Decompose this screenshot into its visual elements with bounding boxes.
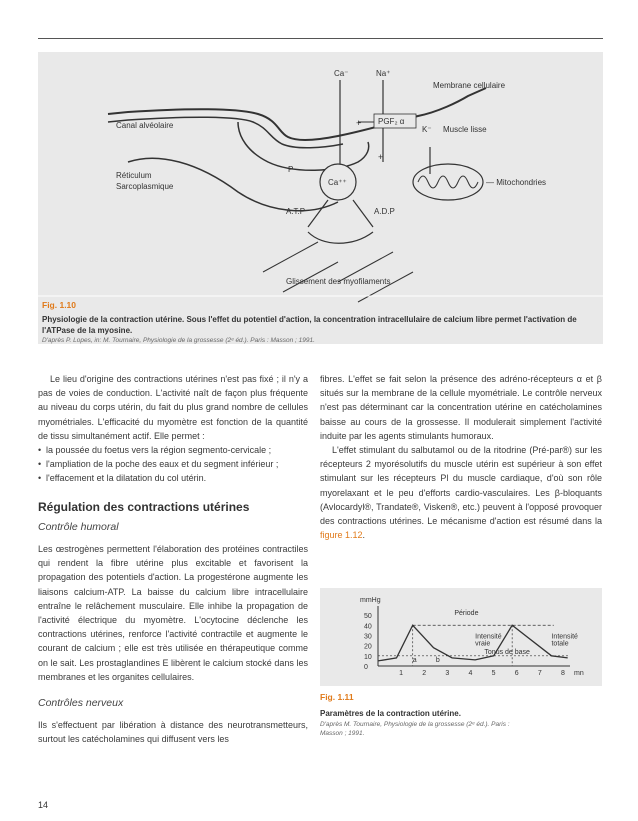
figure-1-10-source: D'après P. Lopes, in: M. Tournaire, Physiologie de la grossesse (2ᵉ éd.). Paris : Masson ; 1991. [42,337,315,344]
y-tick-label: 20 [364,643,372,651]
label-na-plus: Na⁺ [376,69,391,78]
x-tick-label: 1 [399,670,404,677]
subheading-nerveux: Contrôles nerveux [38,697,124,710]
y-tick-label: 10 [364,653,372,661]
label-atp: A.T.P [286,207,306,216]
annotation-intensite-totale-1: Intensité [551,633,578,641]
figure-1-11-chart [320,588,602,686]
annotation-intensite-totale-2: totale [551,640,569,648]
x-tick-label: 5 [491,670,496,677]
atp-adp-arc [308,232,373,243]
subheading-humoral: Contrôle humoral [38,520,119,533]
label-k-minus: K⁻ [422,125,432,134]
humoral-paragraph: Les œstrogènes permettent l'élaboration des protéines contractiles qui rendent la fibre utérine plus excitable et favorisent la propagation des potentiels d'action. La progestérone augmente les liaisons calcium-ATP. La baisse du calcium libre intracellulaire entraîne le relâchement musculaire. Elle inhibe la propagation de l'activité électrique du myomètre. L'ocytocine déclenche les contractions utérines, renforce l'activité contractile et augmente le courant de calcium ; elle est très utilisée en thérapeutique comme on le sait. Les prostaglandines E libèrent le calcium stocké dans les membranes et les organites cellulaires. [38,544,308,682]
label-canal: Canal alvéolaire [116,121,174,130]
x-tick-label: 6 [514,670,519,677]
intro-paragraph: Le lieu d'origine des contractions utérines n'est pas fixé ; il n'y a pas de voies de conduction. L'activité naît de façon plus fréquente au niveau du corps utérin, du fait du plus grand nombre de cellules myométriales. L'efficacité du myomètre est fonction de la quantité de tissu simultanément actif. Elle permet : [38,374,308,441]
ca-to-atp [308,200,328,227]
y-tick-label: 40 [364,623,372,631]
top-rule [38,38,603,39]
x-tick-label: 2 [422,670,427,677]
figure-1-10-caption: Physiologie de la contraction utérine. Sous l'effet du potentiel d'action, la concentration intracellulaire de calcium libre permet l'activation de l'ATPase de la myosine. [42,315,577,335]
right-paragraph-2 [320,443,602,542]
section-heading: Régulation des contractions utérines [38,499,250,514]
list-item: • l'effacement et la dilatation du col utérin. [38,471,308,485]
annotation-intensite-vraie-2: vraie [475,640,491,648]
y-axis-label: mmHg [360,597,381,604]
label-glissement: Glissement des myofilaments [286,277,391,286]
label-adp: A.D.P [374,207,395,216]
label-membrane: Membrane cellulaire [433,81,506,90]
list-item: • la poussée du foetus vers la région segmento-cervicale ; [38,443,308,457]
x-axis-label: mn [574,670,584,677]
figure-1-11 [320,588,602,686]
label-muscle-lisse: Muscle lisse [443,125,487,134]
x-tick-label: 8 [561,670,565,677]
label-reticulum: Réticulum [116,171,152,180]
annotation-intensite-vraie-1: Intensité [475,633,502,641]
label-sarcoplasmique: Sarcoplasmique [116,182,174,191]
y-tick-label: 50 [364,613,372,621]
figure-1-11-caption: Paramètres de la contraction utérine. [320,709,461,718]
left-column [38,372,308,747]
y-tick-label: 30 [364,633,372,641]
label-plus-2: + [378,152,384,162]
label-ca-minus: Ca⁻ [334,69,349,78]
x-tick-label: 3 [445,670,450,677]
figure-1-10 [38,52,603,344]
page-number: 14 [38,800,49,810]
annotation-a: a [412,656,417,664]
label-mitochondries: — Mitochondries [486,178,547,187]
ca-to-adp [353,200,373,227]
annotation-periode: Période [454,610,479,618]
x-tick-label: 4 [468,670,473,677]
label-p: P [288,165,294,174]
right-column [320,372,602,542]
figure-1-10-diagram [38,52,603,344]
right-paragraph-1: fibres. L'effet se fait selon la présence des adréno-récepteurs α et β situés sur la membrane de la cellule myométriale. Le contrôle nerveux n'est pas déterminant car la concentration utérine en catécholamines baisse au cours de la grossesse. Il modulerait simplement l'activité induite par les agents stimulants humoraux. [320,374,602,441]
mitochondria-cristae [418,176,478,188]
list-item: • l'ampliation de la poche des eaux et du segment inférieur ; [38,457,308,471]
p2-text-b: . [362,530,366,541]
bullet-list [38,443,308,486]
reticulum-loop [238,122,369,170]
label-plus-1: + [356,118,362,128]
y-tick-label: 0 [364,664,368,671]
label-ca-plus: Ca⁺⁺ [328,178,347,187]
figure-1-11-label: Fig. 1.11 [320,692,354,702]
myofilament [263,242,318,272]
figure-1-10-label: Fig. 1.10 [42,300,77,310]
figure-1-12-link[interactable]: figure 1.12 [320,530,363,541]
x-tick-label: 7 [537,670,542,677]
annotation-tonus: Tonus de base [484,648,530,656]
nerveux-paragraph: Ils s'effectuent par libération à distance des neurotransmetteurs, surtout les catécholamines qui diffusent vers les [38,720,308,745]
figure-1-11-source: D'après M. Tournaire, Physiologie de la grossesse (2ᵉ éd.). Paris : Masson ; 1991. [320,721,510,737]
annotation-b: b [435,656,440,664]
p2-text-a: L'effet stimulant du salbutamol ou de la ritodrine (Pré-par®) sur les récepteurs 2 myorésolutifs du muscle utérin est supérieur à son effet stimulant sur les récepteurs Pl du muscle cardiaque, d'où son rôle myorelaxant et le peu d'efforts cardio-vasculaires. Les β-bloquants (Avlocardyl®, Trandate®, Visken®, etc.) peuvent à l'opposé provoquer des contractions utérines. Le mécanisme d'action est résumé dans la [320,445,602,527]
label-pgf: PGF₂ α [378,117,405,126]
